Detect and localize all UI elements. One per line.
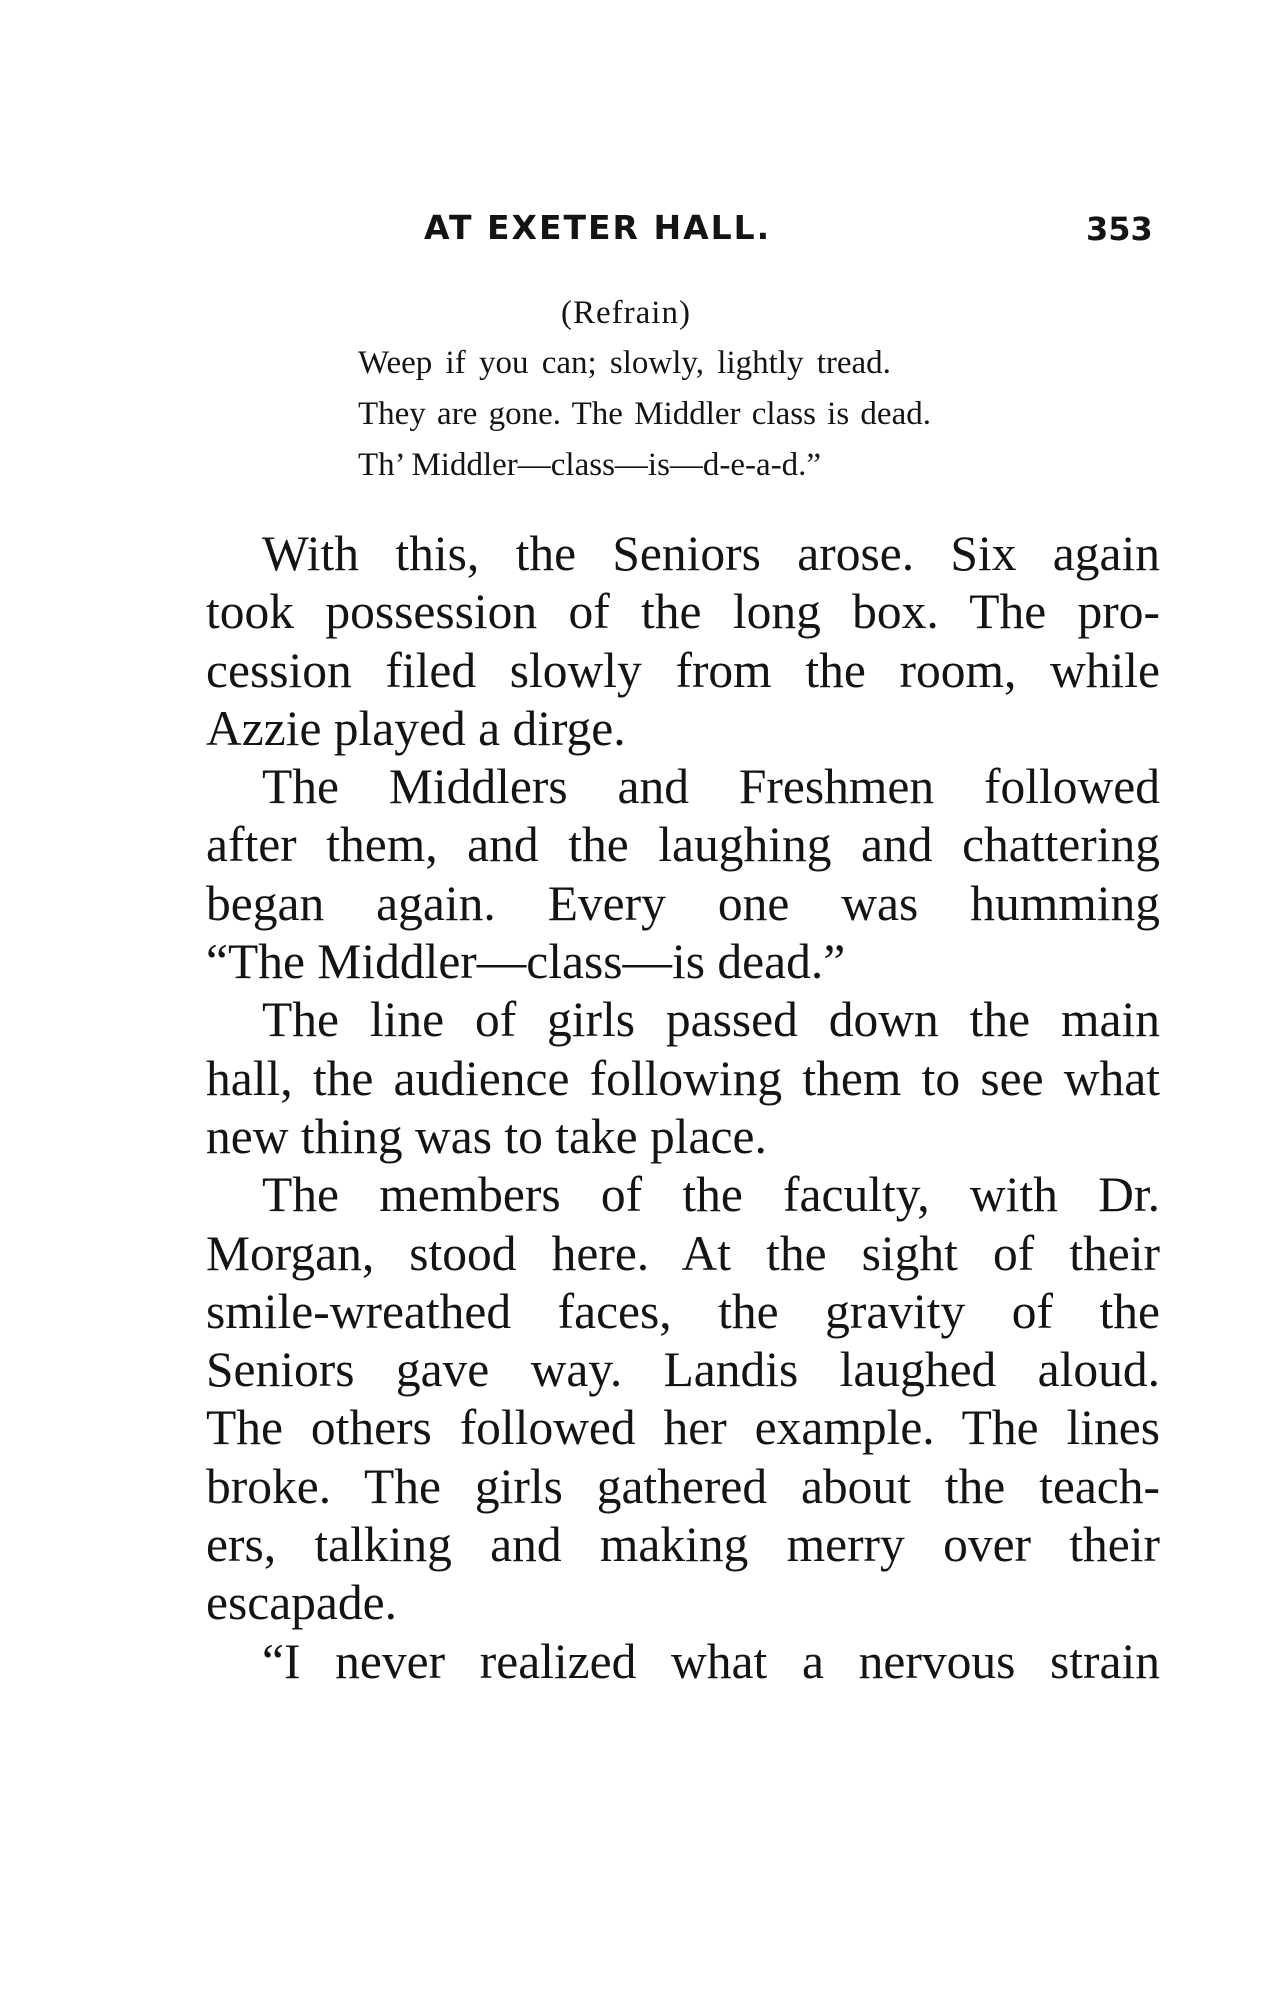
paragraph [150, 1166, 1160, 1632]
text-line: began again. Every one was humming [206, 875, 1160, 931]
text-line: With this, the Seniors arose. Six again [262, 526, 1160, 581]
body-text [150, 525, 1160, 1691]
text-line: “I never realized what a nervous strain [262, 1633, 1160, 1689]
text-line: Seniors gave way. Landis laughed aloud. [206, 1342, 1160, 1398]
paragraph [150, 525, 1160, 758]
page-number: 353 [1086, 210, 1153, 248]
text-line: Azzie played a dirge. [206, 700, 626, 756]
text-line: smile-wreathed faces, the gravity of the [206, 1283, 1160, 1339]
page-header [0, 208, 1285, 258]
text-line: broke. The girls gathered about the teach- [206, 1458, 1160, 1514]
text-line: ers, talking and making merry over their [206, 1517, 1160, 1573]
paragraph [150, 758, 1160, 991]
text-line: The others followed her example. The lines [206, 1400, 1160, 1456]
running-title: AT EXETER HALL. [424, 208, 772, 247]
refrain-label: (Refrain) [561, 295, 691, 331]
text-line: new thing was to take place. [206, 1108, 767, 1164]
verse-line: Th’ Middler—class—is—d-e-a-d.” [358, 447, 822, 483]
text-line: after them, and the laughing and chattering [206, 817, 1160, 873]
paragraph [150, 991, 1160, 1166]
text-line: hall, the audience following them to see what [206, 1050, 1160, 1106]
verse-line: They are gone. The Middler class is dead. [358, 396, 931, 432]
text-line: The members of the faculty, with Dr. [262, 1167, 1160, 1223]
paragraph [150, 1633, 1160, 1691]
text-line: cession filed slowly from the room, while [206, 642, 1160, 698]
text-line: The line of girls passed down the main [262, 992, 1160, 1048]
text-line: Morgan, stood here. At the sight of their [206, 1225, 1160, 1281]
verse-line: Weep if you can; slowly, lightly tread. [358, 345, 891, 381]
text-line: “The Middler—class—is dead.” [206, 934, 846, 990]
text-line: escapade. [206, 1575, 397, 1631]
text-line: The Middlers and Freshmen followed [262, 759, 1160, 815]
text-line: took possession of the long box. The pro- [206, 584, 1160, 640]
